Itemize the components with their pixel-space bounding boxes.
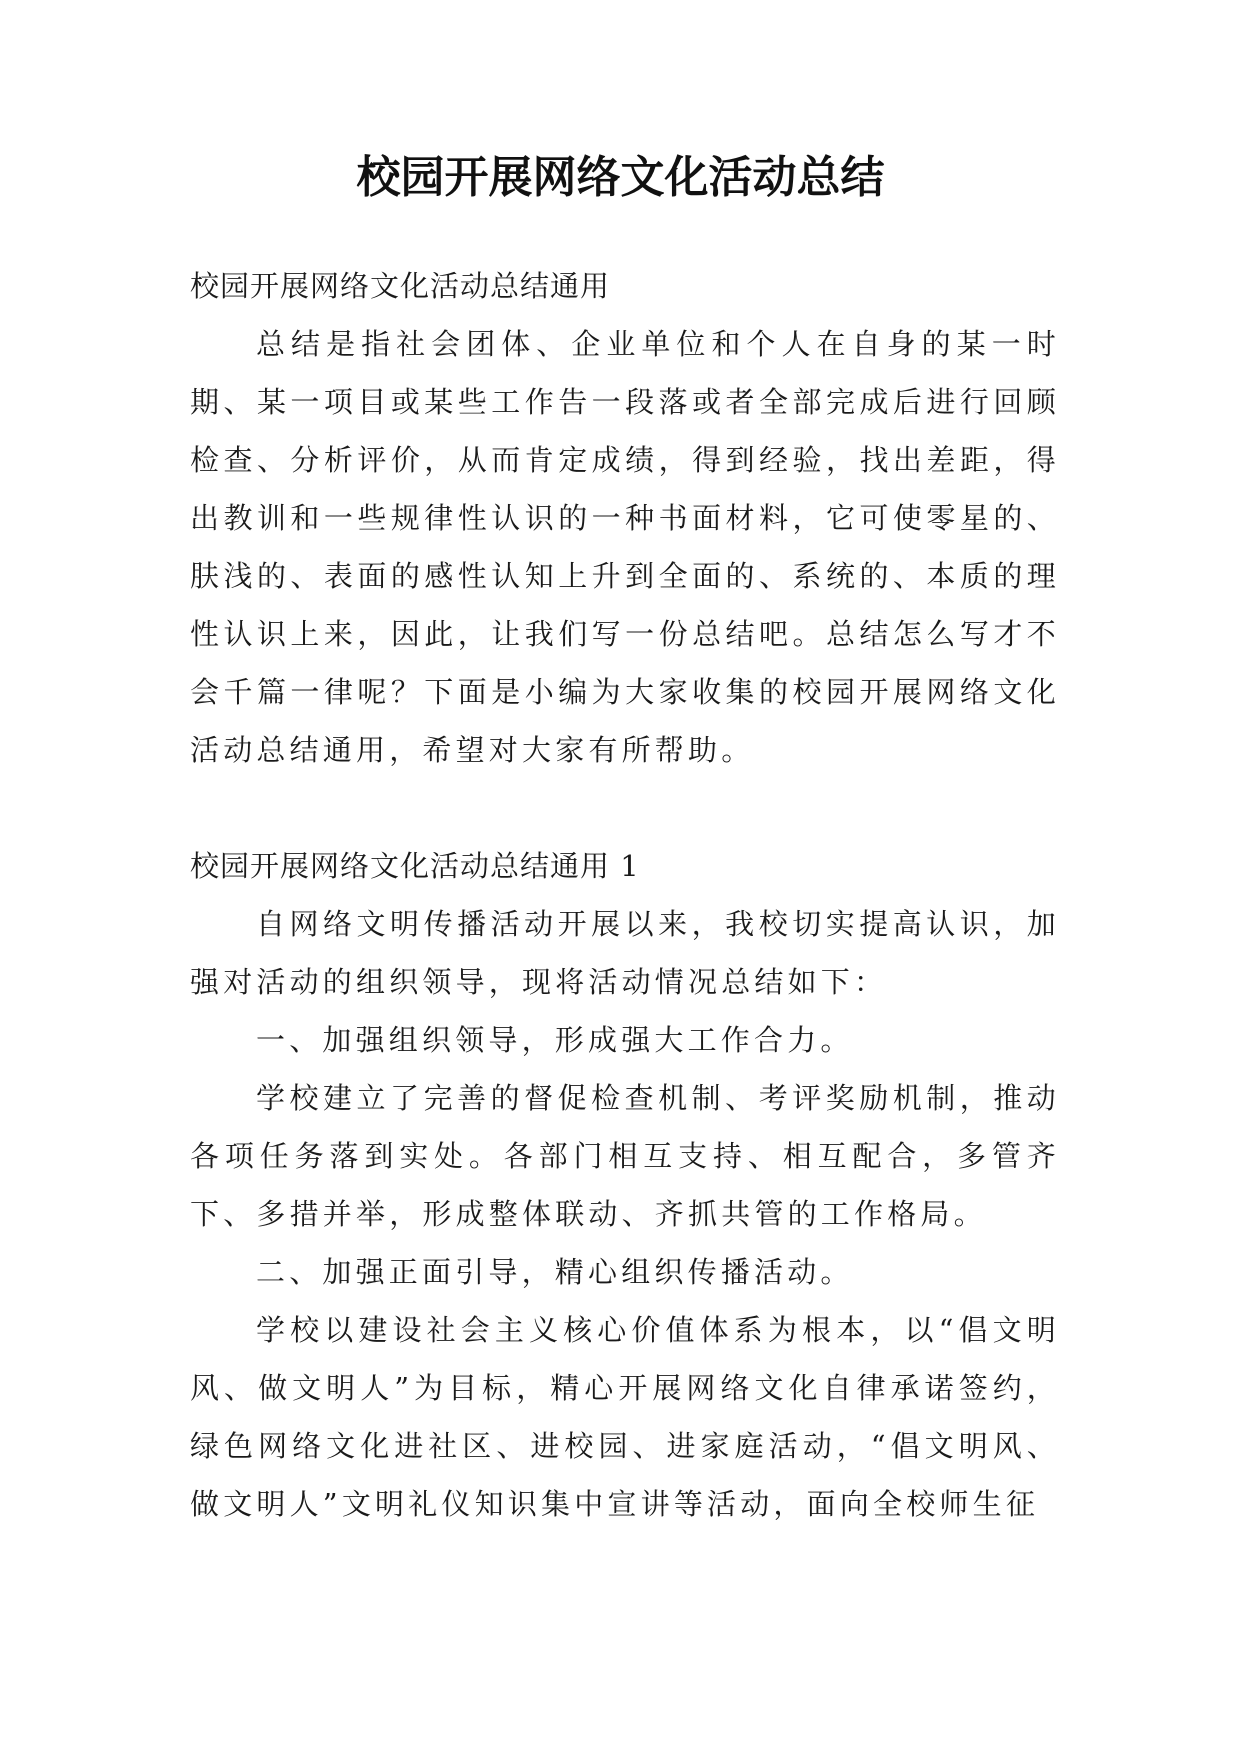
section-paragraph: 学校以建设社会主义核心价值体系为根本，以“倡文明风、做文明人”为目标，精心开展网络文化自律承诺签约，绿色网络文化进社区、进校园、进家庭活动，“倡文明风、做文明人”文明礼仪知识集中宣讲等活动，面向全校师生征 bbox=[190, 1313, 1060, 1521]
document-title: 校园开展网络文化活动总结 bbox=[356, 152, 885, 203]
document-body bbox=[190, 257, 1060, 1533]
section-heading: 校园开展网络文化活动总结通用 1 bbox=[190, 849, 640, 883]
section-subheading: 二、加强正面引导，精心组织传播活动。 bbox=[256, 1255, 854, 1289]
paragraph-gap bbox=[190, 779, 1060, 837]
intro-heading: 校园开展网络文化活动总结通用 bbox=[190, 269, 611, 303]
section-subheading: 一、加强组织领导，形成强大工作合力。 bbox=[256, 1023, 854, 1057]
intro-paragraph: 总结是指社会团体、企业单位和个人在自身的某一时期、某一项目或某些工作告一段落或者全部完成后进行回顾检查、分析评价，从而肯定成绩，得到经验，找出差距，得出教训和一些规律性认识的一种书面材料，它可使零星的、肤浅的、表面的感性认知上升到全面的、系统的、本质的理性认识上来，因此，让我们写一份总结吧。总结怎么写才不会千篇一律呢？下面是小编为大家收集的校园开展网络文化活动总结通用，希望对大家有所帮助。 bbox=[190, 327, 1060, 767]
section-paragraph: 学校建立了完善的督促检查机制、考评奖励机制，推动各项任务落到实处。各部门相互支持、相互配合，多管齐下、多措并举，形成整体联动、齐抓共管的工作格局。 bbox=[190, 1081, 1060, 1231]
section-paragraph: 自网络文明传播活动开展以来，我校切实提高认识，加强对活动的组织领导，现将活动情况总结如下： bbox=[190, 907, 1060, 999]
